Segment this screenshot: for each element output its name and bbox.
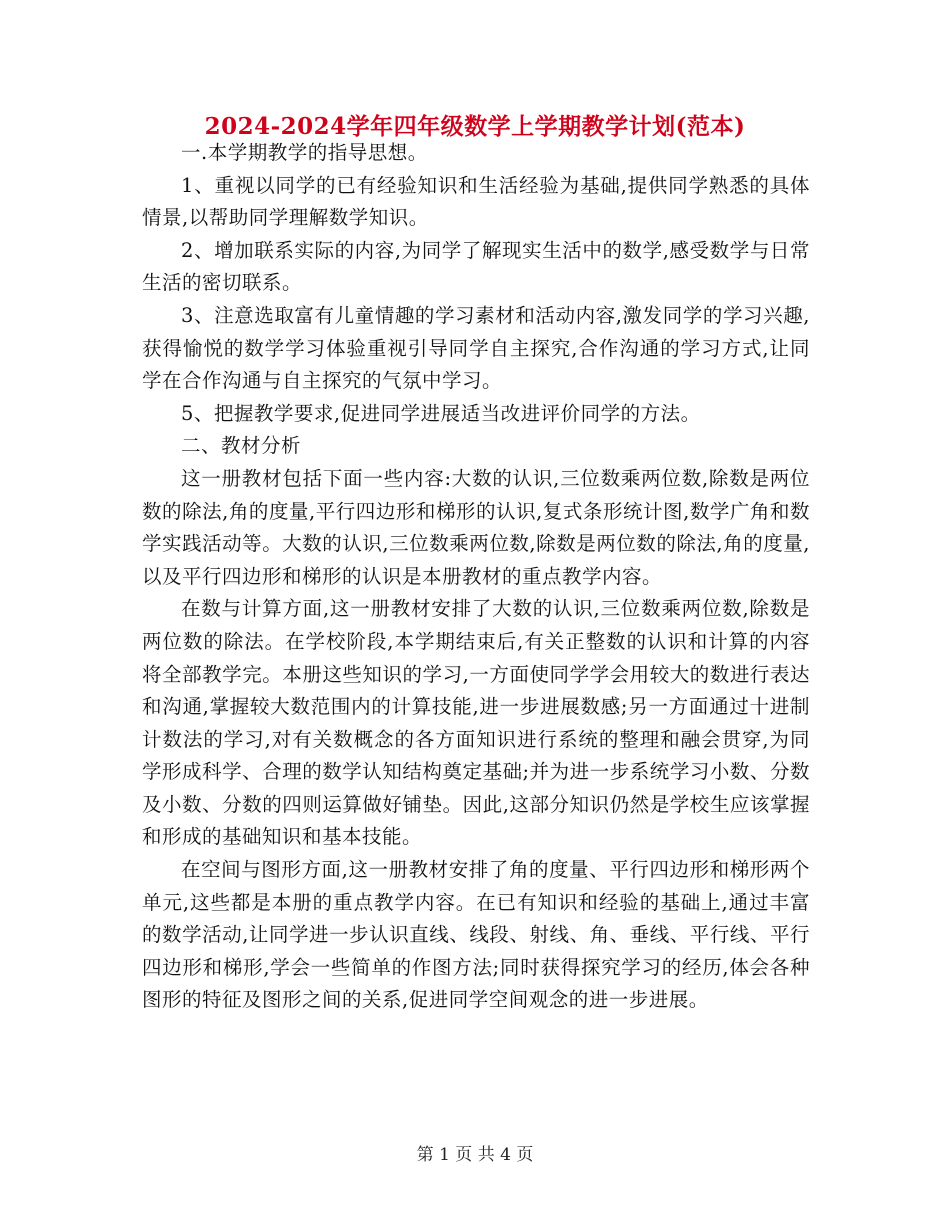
paragraph-point-2: 2、增加联系实际的内容,为同学了解现实生活中的数学,感受数学与日常生活的密切联系。	[142, 238, 810, 295]
paragraph-space-geometry: 在空间与图形方面,这一册教材安排了角的度量、平行四边形和梯形两个单元,这些都是本册的重点教学内容。在已有知识和经验的基础上,通过丰富的数学活动,让同学进一步认识直线、线段、射线、角、垂线、平行线、平行四边形和梯形,学会一些简单的作图方法;同时获得探究学习的经历,体会各种图形的特征及图形之间的关系,促进同学空间观念的进一步进展。	[142, 858, 810, 1012]
paragraph-guiding-ideas-heading: 一.本学期教学的指导思想。	[181, 141, 428, 164]
paragraph-point-5: 5、把握教学要求,促进同学进展适当改进评价同学的方法。	[181, 401, 701, 425]
paragraph-textbook-analysis-heading: 二、教材分析	[181, 434, 302, 458]
paragraph-point-3: 3、注意选取富有儿童情趣的学习素材和活动内容,激发同学的学习兴趣,获得愉悦的数学学习体验重视引导同学自主探究,合作沟通的学习方式,让同学在合作沟通与自主探究的气氛中学习。	[142, 303, 810, 393]
paragraph-point-1: 1、重视以同学的已有经验知识和生活经验为基础,提供同学熟悉的具体情景,以帮助同学理解数学知识。	[142, 173, 810, 230]
paragraph-number-calculation: 在数与计算方面,这一册教材安排了大数的认识,三位数乘两位数,除数是两位数的除法。在学校阶段,本学期结束后,有关正整数的认识和计算的内容将全部教学完。本册这些知识的学习,一方面使同学学会用较大的数进行表达和沟通,掌握较大数范围内的计算技能,进一步进展数感;另一方面通过十进制计数法的学习,对有关数概念的各方面知识进行系统的整理和融会贯穿,为同学形成科学、合理的数学认知结构奠定基础;并为进一步系统学习小数、分数及小数、分数的四则运算做好铺垫。因此,这部分知识仍然是学校生应该掌握和形成的基础知识和基本技能。	[142, 597, 810, 849]
page-footer: 第 1 页 共 4 页	[416, 1145, 534, 1165]
paragraph-textbook-contents: 这一册教材包括下面一些内容:大数的认识,三位数乘两位数,除数是两位数的除法,角的度量,平行四边形和梯形的认识,复式条形统计图,数学广角和数学实践活动等。大数的认识,三位数乘两位数,除数是两位数的除法,角的度量,以及平行四边形和梯形的认识是本册教材的重点教学内容。	[142, 466, 810, 588]
document-body	[142, 137, 810, 1017]
document-title: 2024-2024学年四年级数学上学期教学计划(范本)	[204, 113, 746, 140]
